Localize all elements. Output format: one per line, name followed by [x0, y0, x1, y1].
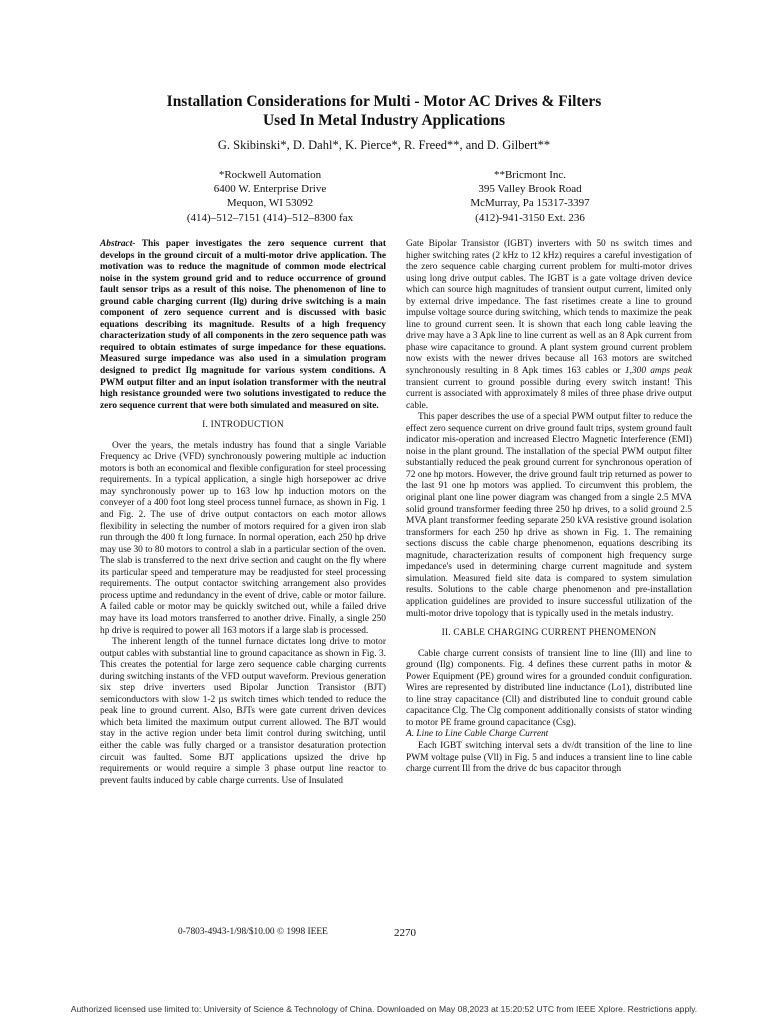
- affiliation-line: 395 Valley Brook Road: [478, 183, 582, 196]
- section-heading-introduction: I. INTRODUCTION: [202, 420, 284, 431]
- paragraph-text: transient current to ground possible during every switch instant! This current is associated with approximately 8 miles of three phase drive output cable.: [406, 377, 692, 411]
- title-line-1: Installation Considerations for Multi - Motor AC Drives & Filters: [166, 93, 602, 110]
- section-heading-cable-charging: II. CABLE CHARGING CURRENT PHENOMENON: [441, 628, 657, 639]
- abstract-text: This paper investigates the zero sequence current that develops in the ground circuit of a multi-motor drive application. The motivation was to reduce the magnitude of common mode electrical noise in the system ground grid and to reduce occurrence of ground fault sensor trips as a result of this noise. The phenomenon of line to ground cable charging current (Ilg) during drive switching is a main component of zero sequence current and is discussed with basic equations describing its magnitude. Results of a high frequency characterization study of all components in the zero sequence path was required to obtain estimates of surge impedance for these equations. Measured surge impedance was also used in a simulation program designed to predict Ilg magnitude for various system conditions. A PWM output filter and an input isolation transformer with the neutral high resistance grounded were two solutions investigated to reduce the zero sequence current that were both simulated and measured on site.: [100, 239, 386, 411]
- paragraph: Each IGBT switching interval sets a dv/dt transition of the line to line PWM voltage pulse (Vll) in Fig. 5 and induces a transient line to line cable charge current Ill from the drive dc bus capacitor through: [406, 740, 692, 775]
- abstract: [100, 239, 386, 412]
- emphasis-text: 1,300 amps peak: [624, 366, 692, 377]
- title-line-2: Used In Metal Industry Applications: [262, 112, 505, 129]
- copyright-line: 0-7803-4943-1/98/$10.00 © 1998 IEEE: [178, 927, 328, 937]
- paragraph-text: Gate Bipolar Transistor (IGBT) inverters with 50 ns switch times and higher switching rates (2 kHz to 12 kHz) requires a careful investigation of the zero sequence cable charging current problem for multi-motor drives using long drive output cables. The IGBT is a gate voltage driven device which can source high magnitudes of transient output current, limited only by external drive impedance. The fast risetimes create a line to ground impulse voltage source during switching, which tends to maximize the peak line to ground current seen. It is shown that each long cable leaving the drive may have a 3 Apk line to line current as well as an 8 Apk current from phase wire capacitance to ground. A plant system ground current problem now exists with the newer drives because all 163 motors are switched synchronously resulting in 8 Apk times 163 cables or: [406, 239, 692, 377]
- abstract-label: Abstract-: [100, 239, 136, 249]
- affiliation-line: Mequon, WI 53092: [226, 197, 314, 210]
- paragraph: Cable charge current consists of transient line to line (Ill) and line to ground (Ilg) components. Fig. 4 defines these current paths in motor & Power Equipment (PE) ground wires for a grounded conduit configuration. Wires are represented by distributed line inductance (Lo1), distributed line to line stray capacitance (Cll) and distributed line to conduit ground cable capacitance Clg. The Clg component additionally consists of stator winding to motor PE frame ground capacitance (Csg).: [406, 648, 692, 728]
- license-notice: Authorized licensed use limited to: University of Science & Technology of China. Downloaded on May 08,2023 at 15:20:52 UTC from IEEE Xplore. Restrictions apply.: [70, 1004, 698, 1014]
- left-column: [100, 239, 386, 787]
- paragraph: The inherent length of the tunnel furnace dictates long drive to motor output cables with substantial line to ground capacitance as shown in Fig. 3. This creates the potential for large zero sequence cable charging currents during switching instants of the VFD output waveform. Previous generation six step drive inverters used Bipolar Junction Transistor (BJT) semiconductors with slow 1-2 µs switch times which tended to reduce the peak line to ground current. Also, BJTs were gate current driven devices which beta limited the maximum output current allowed. The BJT would stay in the active region under beta limit control during switching, until either the cable was fully charged or a transistor desaturation protection circuit was faulted. Some BJT applications upsized the drive hp requirements or would require a simple 3 phase output line reactor to prevent faults induced by cable charge currents. Use of Insulated: [100, 637, 386, 786]
- affiliation-line: 6400 W. Enterprise Drive: [213, 183, 327, 196]
- right-column: [406, 239, 692, 776]
- affiliation-line: (414)–512–7151 (414)–512–8300 fax: [186, 211, 354, 224]
- affiliation-line: (412)-941-3150 Ext. 236: [475, 211, 585, 224]
- affiliation-line: *Rockwell Automation: [218, 169, 322, 181]
- paragraph: [406, 239, 692, 412]
- affiliation-bricmont: [430, 168, 630, 225]
- affiliation-rockwell: [170, 168, 370, 225]
- page-number: 2270: [394, 927, 416, 939]
- subsection-heading: A. Line to Line Cable Charge Current: [406, 729, 549, 740]
- affiliation-line: **Bricmont Inc.: [493, 169, 567, 181]
- author-list: G. Skibinski*, D. Dahl*, K. Pierce*, R. Freed**, and D. Gilbert**: [217, 138, 551, 152]
- paragraph: Over the years, the metals industry has found that a single Variable Frequency ac Drive (VFD) synchronously powering multiple ac induction motors is both an economical and flexible configuration for steel processing requirements. In a typical application, a single high horsepower ac drive may synchronously power up to 163 low hp induction motors on the conveyer of a 400 foot long steel process tunnel furnace, as shown in Fig. 1 and Fig. 2. The use of drive output contactors on each motor allows flexibility in selecting the number of motors required for a given iron slab run through the 400 ft long furnace. In normal operation, each 250 hp drive may use 30 to 80 motors to control a slab in a particular section of the oven. The slab is transferred to the next drive section and caught on the fly where its particular speed and temperature may be readjusted for steel processing requirements. The output contactor switching arrangement also provides process uptime and redundancy in the event of drive, cable or motor failure. A failed cable or motor may be quickly switched out, while a failed drive may have its load motors transferred to another drive. Finally, a single 250 hp drive is required to power all 163 motors if a large slab is processed.: [100, 440, 386, 636]
- affiliation-line: McMurray, Pa 15317-3397: [470, 197, 590, 210]
- paragraph: This paper describes the use of a special PWM output filter to reduce the effect zero sequence current on drive ground fault trips, system ground fault indicator mis-operation and increased Electro Magnetic Interference (EMI) noise in the plant ground. The installation of the special PWM output filter substantially reduced the peak ground current for synchronous operation of 72 one hp motors. However, the drive ground fault trip returned as power to the last 91 one hp motors was applied. To circumvent this problem, the original plant one line power diagram was changed from a single 2.5 MVA solid ground transformer feeding three 250 hp drives, to a solid ground 2.5 MVA plant transformer feeding separate 250 kVA resistive ground isolation transformers for each 250 hp drive as shown in Fig. 1. The remaining sections discuss the cable charge phenomenon, equations describing its magnitude, characterization results of component high frequency surge impedance's used in determining charge current magnitude and system simulation. Measured field site data is compared to system simulation results. Solutions to the cable charge phenomenon and pre-installation application guidelines are provided to insure successful utilization of the multi-motor drive topology that is typically used in the metals industry.: [406, 412, 692, 619]
- paper-title: [60, 92, 708, 130]
